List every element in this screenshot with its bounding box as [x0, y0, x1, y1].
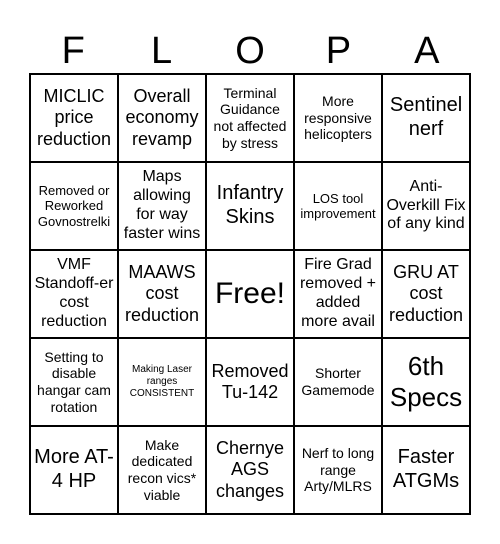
bingo-cell[interactable]: Nerf to long range Arty/MLRS — [294, 426, 382, 514]
bingo-cell[interactable]: More responsive helicopters — [294, 74, 382, 162]
bingo-cell[interactable]: Make dedicated recon vics* viable — [118, 426, 206, 514]
bingo-cell[interactable]: Fire Grad removed + added more avail — [294, 250, 382, 338]
bingo-cell[interactable]: Overall economy revamp — [118, 74, 206, 162]
bingo-cell[interactable]: Removed Tu-142 — [206, 338, 294, 426]
bingo-cell[interactable]: Terminal Guidance not affected by stress — [206, 74, 294, 162]
header-letter: F — [61, 30, 85, 72]
bingo-cell[interactable]: Removed or Reworked Govnostrelki — [30, 162, 118, 250]
bingo-cell[interactable]: Setting to disable hangar cam rotation — [30, 338, 118, 426]
bingo-cell[interactable]: Faster ATGMs — [382, 426, 470, 514]
bingo-cell[interactable]: Anti-Overkill Fix of any kind — [382, 162, 470, 250]
header-letter: A — [414, 30, 440, 72]
bingo-cell[interactable]: MICLIC price reduction — [30, 74, 118, 162]
bingo-cell[interactable]: LOS tool improvement — [294, 162, 382, 250]
bingo-cell[interactable]: MAAWS cost reduction — [118, 250, 206, 338]
header-letter: L — [151, 30, 173, 72]
bingo-header — [29, 28, 471, 74]
bingo-cell[interactable]: Maps allowing for way faster wins — [118, 162, 206, 250]
header-letter: O — [235, 30, 265, 72]
bingo-grid — [29, 73, 471, 515]
header-letter: P — [325, 30, 352, 72]
bingo-cell[interactable]: Making Laser ranges CONSISTENT — [118, 338, 206, 426]
bingo-cell[interactable]: Sentinel nerf — [382, 74, 470, 162]
bingo-cell[interactable]: Chernye AGS changes — [206, 426, 294, 514]
bingo-cell[interactable]: VMF Standoff-er cost reduction — [30, 250, 118, 338]
bingo-cell[interactable]: Shorter Gamemode — [294, 338, 382, 426]
bingo-cell[interactable]: More AT-4 HP — [30, 426, 118, 514]
bingo-cell[interactable]: Infantry Skins — [206, 162, 294, 250]
bingo-cell[interactable]: 6th Specs — [382, 338, 470, 426]
free-space[interactable]: Free! — [206, 250, 294, 338]
bingo-cell[interactable]: GRU AT cost reduction — [382, 250, 470, 338]
